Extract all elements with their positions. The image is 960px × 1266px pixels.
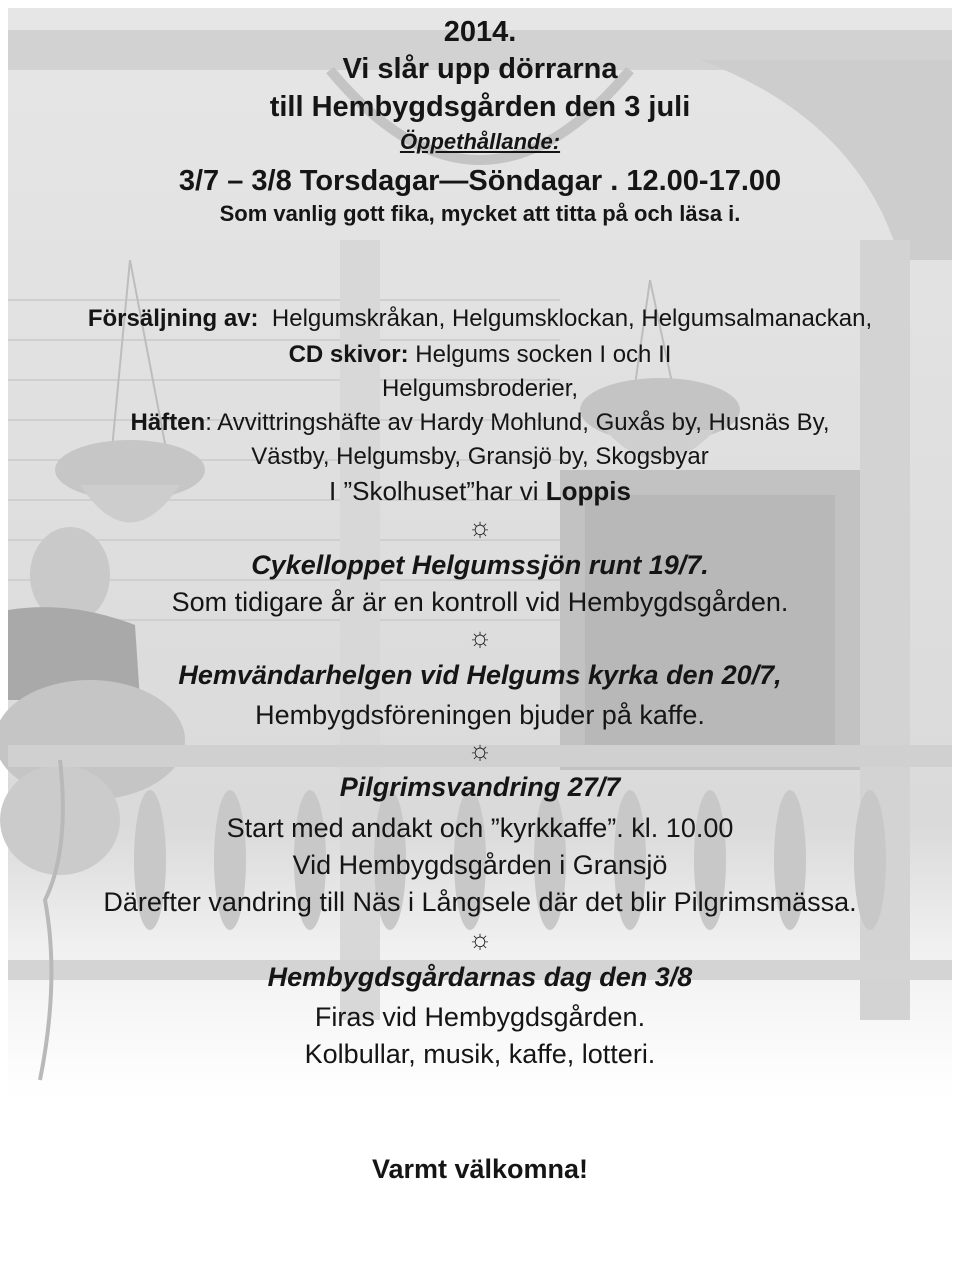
sun-icon: ☼: [467, 924, 493, 954]
event-detail: Som tidigare år är en kontroll vid Hembygdsgården.: [171, 587, 789, 617]
broderier-line: Helgumsbroderier,: [381, 375, 579, 402]
sales-line: [0, 302, 960, 336]
loppis-word: Loppis: [545, 476, 631, 506]
haften-label: Häften: [130, 409, 206, 436]
event-detail: Därefter vandring till Näs i Långsele där det blir Pilgrimsmässa.: [103, 887, 857, 917]
sales-items: Helgumskråkan, Helgumsklockan, Helgumsalmanackan,: [271, 305, 873, 332]
loppis-line: [0, 474, 960, 508]
fika-note: Som vanlig gott fika, mycket att titta på och läsa i.: [219, 201, 741, 226]
sun-icon: ☼: [467, 622, 493, 652]
cd-items: Helgums socken I och II: [415, 341, 672, 368]
headline-line-2: till Hembygdsgården den 3 juli: [269, 91, 691, 123]
sales-label: Försäljning av:: [87, 305, 259, 332]
loppis-prefix: I ”Skolhuset”har vi: [329, 476, 539, 506]
event-detail: Vid Hembygdsgården i Gransjö: [292, 850, 668, 880]
year-heading: 2014.: [443, 16, 517, 48]
event-detail: Start med andakt och ”kyrkkaffe”. kl. 10.00: [226, 813, 734, 843]
event-title: Hembygdsgårdarnas dag den 3/8: [267, 962, 693, 992]
hours-heading: [0, 127, 960, 157]
sun-icon: ☼: [467, 735, 493, 765]
haften-items: : Avvittringshäfte av Hardy Mohlund, Guxås by, Husnäs By,: [205, 409, 830, 436]
headline-line-1: Vi slår upp dörrarna: [342, 53, 618, 85]
event-title: Hemvändarhelgen vid Helgums kyrka den 20/7,: [178, 660, 782, 690]
opening-hours: 3/7 – 3/8 Torsdagar—Söndagar . 12.00-17.00: [178, 165, 782, 197]
hours-heading-text: Öppethållande:: [399, 129, 561, 154]
cd-line: [0, 338, 960, 372]
event-detail: Firas vid Hembygdsgården.: [314, 1002, 646, 1032]
sun-icon: ☼: [467, 512, 493, 542]
haften-line: [0, 406, 960, 440]
event-title: Pilgrimsvandring 27/7: [339, 772, 621, 802]
cd-label: CD skivor:: [288, 341, 409, 368]
event-detail: Hembygdsföreningen bjuder på kaffe.: [255, 700, 705, 730]
welcome-text: Varmt välkomna!: [371, 1154, 589, 1184]
haften-line-2: Västby, Helgumsby, Gransjö by, Skogsbyar: [251, 443, 709, 470]
event-detail: Kolbullar, musik, kaffe, lotteri.: [304, 1039, 656, 1069]
event-title: Cykelloppet Helgumssjön runt 19/7.: [251, 550, 709, 580]
